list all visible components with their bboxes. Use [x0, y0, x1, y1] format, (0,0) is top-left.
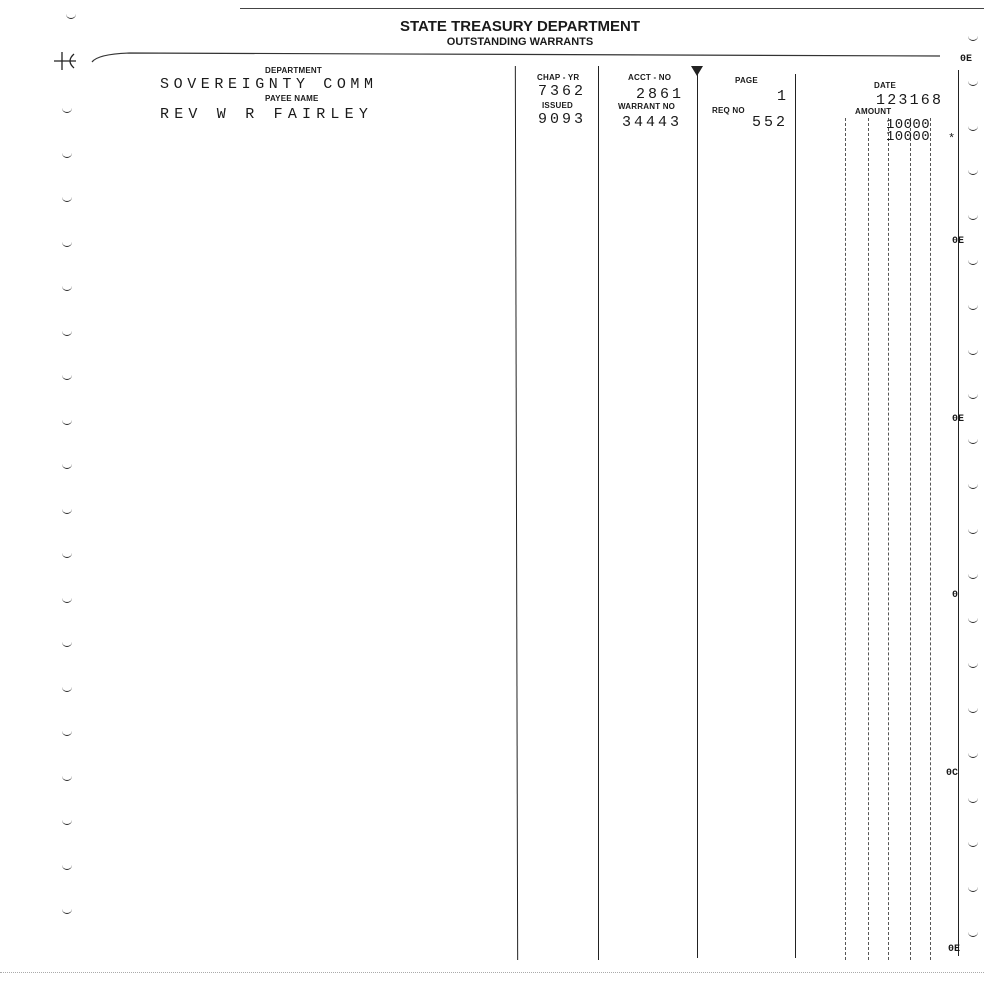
feed-hole	[968, 663, 978, 668]
feed-hole	[62, 687, 72, 692]
margin-mark: 0	[952, 590, 959, 601]
feed-hole	[62, 820, 72, 825]
feed-hole	[968, 708, 978, 713]
feed-hole	[62, 286, 72, 291]
amount-label: AMOUNT	[855, 107, 892, 116]
feed-hole	[968, 484, 978, 489]
feed-hole	[968, 842, 978, 847]
feed-hole	[62, 642, 72, 647]
page-label: PAGE	[735, 76, 758, 85]
feed-hole	[968, 798, 978, 803]
issued-label: ISSUED	[542, 101, 573, 110]
perforation-line	[0, 972, 984, 973]
column-divider	[697, 74, 698, 958]
feed-hole	[968, 81, 978, 86]
chap-yr-label: CHAP - YR	[537, 73, 580, 82]
margin-mark: 0C	[946, 768, 959, 779]
amount-flag: *	[948, 132, 956, 146]
warrant-no-label: WARRANT NO	[618, 102, 676, 111]
issued-value: 9093	[538, 111, 587, 128]
req-no-label: REQ NO	[712, 106, 745, 115]
feed-hole	[62, 242, 72, 247]
feed-hole	[968, 215, 978, 220]
margin-mark: 0E	[948, 944, 961, 955]
feed-hole	[62, 331, 72, 336]
column-marker-triangle	[691, 66, 705, 78]
feed-hole	[62, 776, 72, 781]
feed-hole	[62, 197, 72, 202]
page-title: STATE TREASURY DEPARTMENT	[399, 18, 640, 35]
column-divider	[515, 66, 518, 960]
department-label: DEPARTMENT	[265, 66, 322, 75]
feed-hole	[968, 260, 978, 265]
feed-hole	[62, 375, 72, 380]
feed-hole	[968, 574, 978, 579]
column-divider	[598, 66, 599, 960]
feed-hole	[62, 153, 72, 158]
feed-hole	[968, 529, 978, 534]
top-rule	[240, 8, 984, 9]
warrant-no-value: 34443	[622, 114, 683, 131]
acct-no-label: ACCT - NO	[628, 73, 672, 82]
column-divider	[795, 74, 796, 958]
feed-hole	[62, 553, 72, 558]
amount-guide-line	[930, 118, 931, 960]
feed-hole	[968, 887, 978, 892]
margin-mark: 0E	[952, 236, 965, 247]
amount-guide-line	[888, 118, 889, 960]
feed-hole	[968, 305, 978, 310]
form-top-border	[0, 40, 984, 80]
amount-guide-line	[910, 118, 911, 960]
feed-hole	[968, 618, 978, 623]
feed-hole	[62, 865, 72, 870]
feed-hole	[968, 350, 978, 355]
page-subtitle: OUTSTANDING WARRANTS	[446, 36, 594, 48]
chap-yr-value: 7362	[538, 83, 587, 100]
feed-hole	[968, 126, 978, 131]
column-divider	[958, 70, 959, 956]
amount-value-2: 10000	[886, 129, 931, 145]
feed-hole	[66, 14, 76, 19]
req-no-value: 552	[752, 114, 789, 131]
margin-mark: 0E	[952, 414, 965, 425]
amount-guide-line	[868, 118, 869, 960]
amount-value-1: 10000	[886, 117, 931, 133]
payee-name-value: REV W R FAIRLEY	[160, 106, 374, 123]
feed-hole	[62, 420, 72, 425]
feed-hole	[62, 731, 72, 736]
page-value: 1	[777, 88, 787, 105]
feed-hole	[968, 394, 978, 399]
feed-hole	[968, 753, 978, 758]
amount-guide-line	[845, 118, 846, 960]
feed-hole	[62, 509, 72, 514]
payee-name-label: PAYEE NAME	[265, 94, 319, 103]
feed-hole	[62, 909, 72, 914]
feed-hole	[968, 932, 978, 937]
feed-hole	[968, 439, 978, 444]
margin-mark: 0E	[960, 54, 973, 65]
feed-hole	[62, 108, 72, 113]
date-value: 123168	[876, 92, 944, 109]
feed-hole	[62, 598, 72, 603]
date-label: DATE	[874, 81, 896, 90]
feed-hole	[62, 464, 72, 469]
feed-hole	[968, 170, 978, 175]
acct-no-value: 2861	[636, 86, 685, 103]
department-value: SOVEREIGNTY COMM	[160, 76, 378, 93]
